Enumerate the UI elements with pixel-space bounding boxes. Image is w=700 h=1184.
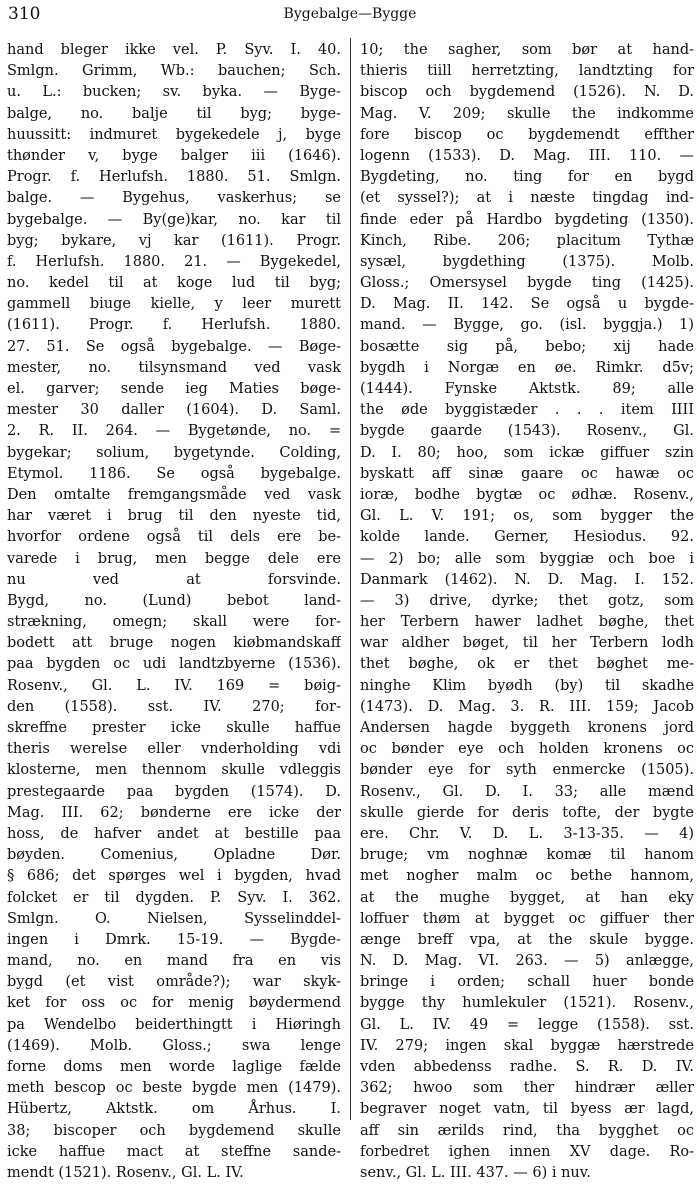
text-line: § 686; det spørges wel i bygden, hvad	[7, 868, 341, 885]
text-line: thet bøghe, ok er thet bøghet me-	[360, 656, 694, 673]
text-line: skreffne prester icke skulle haffue	[7, 720, 341, 736]
text-line: D. Mag. II. 142. Se også u bygde-	[360, 296, 694, 313]
text-line: Gl. L. IV. 49 = legge (1558). sst.	[360, 1016, 694, 1033]
text-line: klosterne, men thennom skulle vdleggis	[7, 762, 341, 779]
text-line: at the mughe bygget, at han eky	[360, 889, 694, 906]
text-line: (1473). D. Mag. 3. R. III. 159; Jacob	[360, 698, 694, 715]
text-line: Kinch, Ribe. 206; placitum Tythæ	[360, 232, 694, 249]
text-line: bygd (et vist område?); war skyk-	[7, 974, 341, 991]
text-line: bosætte sig på, bebo; xij hade	[360, 338, 694, 355]
text-line: Gloss.; Omersysel bygde ting (1425).	[360, 275, 694, 292]
text-line: ere. Chr. V. D. L. 3-13-35. — 4)	[360, 825, 694, 842]
text-line: mand, no. en mand fra en vis	[7, 953, 341, 970]
text-line: bruge; vm noghnæ komæ til hanom	[360, 847, 694, 864]
running-head: Bygebalge—Bygge	[283, 6, 417, 22]
text-line: (1611). Progr. f. Herlufsh. 1880.	[7, 317, 341, 334]
text-line: D. I. 80; hoo, som ickæ giffuer szin	[360, 444, 694, 461]
text-line: aff sin ærilds rind, tha bygghet oc	[360, 1122, 694, 1139]
text-line: hvorfor ordene også til dels ere be-	[7, 529, 341, 546]
page-header	[0, 0, 700, 30]
text-line: el. garver; sende ieg Maties bøge-	[7, 381, 341, 397]
text-line: ingen i Dmrk. 15-19. — Bygde-	[7, 931, 341, 948]
text-line: (et syssel?); at i næste tingdag ind-	[360, 190, 694, 207]
text-line: mester 30 daller (1604). D. Saml.	[7, 402, 341, 419]
text-line: strækning, omegn; skall were for-	[7, 614, 341, 631]
column-divider	[350, 38, 351, 1120]
page-number: 310	[8, 4, 41, 24]
text-line: forne doms men worde laglige fælde	[7, 1059, 341, 1075]
text-line: no. kedel til at koge lud til byg;	[7, 275, 341, 292]
text-line: Den omtalte fremgangsmåde ved vask	[7, 486, 341, 503]
text-line: bodett att bruge nogen kiøbmandskaff	[7, 635, 341, 652]
text-line: thønder v, byge balger iii (1646).	[7, 147, 341, 164]
text-line: — 2) bo; alle som byggiæ och boe i	[360, 550, 694, 567]
text-line: ænge breff vpa, at the skule bygge.	[360, 931, 694, 948]
text-line: ket for oss oc for menig bøydermend	[7, 995, 341, 1012]
text-line: nu ved at forsvinde.	[7, 571, 341, 588]
text-line: varede i brug, men begge dele ere	[7, 550, 341, 567]
text-line: Bygd, no. (Lund) bebot land-	[7, 592, 341, 609]
text-line: finde eder på Hardbo bygdeting (1350).	[360, 211, 694, 228]
text-line: Progr. f. Herlufsh. 1880. 51. Smlgn.	[7, 169, 341, 186]
text-line: Rosenv., Gl. D. I. 33; alle mænd	[360, 783, 694, 800]
text-line: gammell biuge kielle, y leer murett	[7, 296, 341, 313]
text-line: loffuer thøm at bygget oc giffuer ther	[360, 910, 694, 927]
text-line: (1444). Fynske Aktstk. 89; alle	[360, 381, 694, 397]
text-line: war aldher bøget, til her Terbern lodh	[360, 635, 694, 652]
text-line: ioræ, bodhe bygtæ oc ødhæ. Rosenv.,	[360, 486, 694, 503]
text-line: 38; biscoper och bygdemend skulle	[7, 1122, 341, 1139]
text-line: theris werelse eller vnderholding vdi	[7, 741, 341, 758]
text-line: 10; the sagher, som bør at hand-	[360, 42, 694, 58]
text-line: forbedret ighen innen XV dage. Ro-	[360, 1143, 694, 1160]
text-line: ninghe Klim byødh (by) til skadhe	[360, 677, 694, 694]
text-line: oc bønder eye och holden kronens oc	[360, 741, 694, 758]
text-line: the øde byggistæder . . . item IIII	[360, 402, 694, 419]
text-line: Smlgn. Grimm, Wb.: bauchen; Sch.	[7, 63, 341, 80]
text-line: bygebalge. — By(ge)kar, no. kar til	[7, 211, 341, 228]
text-line: begraver noget vatn, til byess ær lagd,	[360, 1101, 694, 1118]
text-line: bygdh i Norgæ en øe. Rimkr. d5v;	[360, 359, 694, 376]
text-line: skulle gierde for deris tofte, der bygte	[360, 804, 694, 821]
text-line: — 3) drive, dyrke; thet gotz, som	[360, 592, 694, 609]
text-line: meth bescop oc beste bygde men (1479).	[7, 1080, 341, 1097]
text-line: IV. 279; ingen skal byggæ hærstrede	[360, 1037, 694, 1054]
text-line: met nogher malm oc bethe hannom,	[360, 868, 694, 885]
text-line: Mag. V. 209; skulle the indkomme	[360, 105, 694, 122]
text-line: bygekar; solium, bygetynde. Colding,	[7, 444, 341, 461]
text-line: bønder eye for syth enmercke (1505).	[360, 762, 694, 779]
text-line: biscop och bygdemend (1526). N. D.	[360, 84, 694, 101]
text-line: 27. 51. Se også bygebalge. — Bøge-	[7, 338, 341, 355]
text-line: u. L.: bucken; sv. byka. — Byge-	[7, 84, 341, 101]
text-line: icke haffue mact at steffne sande-	[7, 1143, 341, 1160]
text-line: bringe i orden; schall huer bonde	[360, 974, 694, 991]
text-line: Hübertz, Aktstk. om Århus. I.	[7, 1101, 341, 1118]
text-line: 2. R. II. 264. — Bygetønde, no. =	[7, 423, 341, 440]
text-line: Smlgn. O. Nielsen, Sysselinddel-	[7, 910, 341, 927]
text-line: N. D. Mag. VI. 263. — 5) anlægge,	[360, 953, 694, 970]
text-line: Andersen hagde byggeth kronens jord	[360, 720, 694, 736]
text-line: bøyden. Comenius, Opladne Dør.	[7, 847, 341, 864]
text-line: pa Wendelbo beiderthingtt i Hiøringh	[7, 1016, 341, 1033]
text-line: Danmark (1462). N. D. Mag. I. 152.	[360, 571, 694, 588]
text-line: huussitt: indmuret bygekedele j, byge	[7, 126, 341, 143]
text-line: har været i brug til den nyeste tid,	[7, 508, 341, 525]
text-line: vden abbedenss radhe. S. R. D. IV.	[360, 1059, 694, 1075]
text-line: logenn (1533). D. Mag. III. 110. —	[360, 147, 694, 164]
text-line: thieris tiill herretzting, landtzting for	[360, 63, 694, 80]
text-line: balge, no. balje til byg; byge-	[7, 105, 341, 122]
text-line: Gl. L. V. 191; os, som bygger the	[360, 508, 694, 525]
text-line: byg; bykare, vj kar (1611). Progr.	[7, 232, 341, 249]
text-line: den (1558). sst. IV. 270; for-	[7, 698, 341, 715]
text-line: folcket er til dygden. P. Syv. I. 362.	[7, 889, 341, 906]
text-line: Etymol. 1186. Se også bygebalge.	[7, 465, 341, 482]
text-line: fore biscop oc bygdemendt effther	[360, 126, 694, 143]
text-line: bygde gaarde (1543). Rosenv., Gl.	[360, 423, 694, 440]
text-line: senv., Gl. L. III. 437. — 6) i nuv.	[360, 1164, 591, 1181]
text-line: 362; hwoo som ther hindrær æller	[360, 1080, 694, 1097]
text-line: (1469). Molb. Gloss.; swa lenge	[7, 1037, 341, 1054]
text-line: hoss, de hafver andet at bestille paa	[7, 825, 341, 842]
text-line: mendt (1521). Rosenv., Gl. L. IV.	[7, 1164, 244, 1181]
text-line: kolde lande. Gerner, Hesiodus. 92.	[360, 529, 694, 546]
left-column	[7, 40, 341, 1184]
text-line: balge. — Bygehus, vaskerhus; se	[7, 190, 341, 207]
text-line: sysæl, bygdething (1375). Molb.	[360, 253, 694, 270]
text-line: f. Herlufsh. 1880. 21. — Bygekedel,	[7, 253, 341, 270]
text-line: mand. — Bygge, go. (isl. byggja.) 1)	[360, 317, 694, 334]
text-line: Rosenv., Gl. L. IV. 169 = bøig-	[7, 677, 341, 694]
text-line: mester, no. tilsynsmand ved vask	[7, 359, 341, 376]
text-line: her Terbern hawer ladhet bøghe, thet	[360, 614, 694, 631]
text-line: prestegaarde paa bygden (1574). D.	[7, 783, 341, 800]
right-column	[360, 40, 694, 1184]
text-line: Bygdeting, no. ting for en bygd	[360, 169, 694, 186]
text-line: paa bygden oc udi landtzbyerne (1536).	[7, 656, 341, 673]
text-line: bygge thy humlekuler (1521). Rosenv.,	[360, 995, 694, 1012]
text-line: Mag. III. 62; bønderne ere icke der	[7, 804, 341, 821]
text-line: hand bleger ikke vel. P. Syv. I. 40.	[7, 42, 341, 58]
text-line: byskatt aff sinæ gaare oc hawæ oc	[360, 465, 694, 482]
